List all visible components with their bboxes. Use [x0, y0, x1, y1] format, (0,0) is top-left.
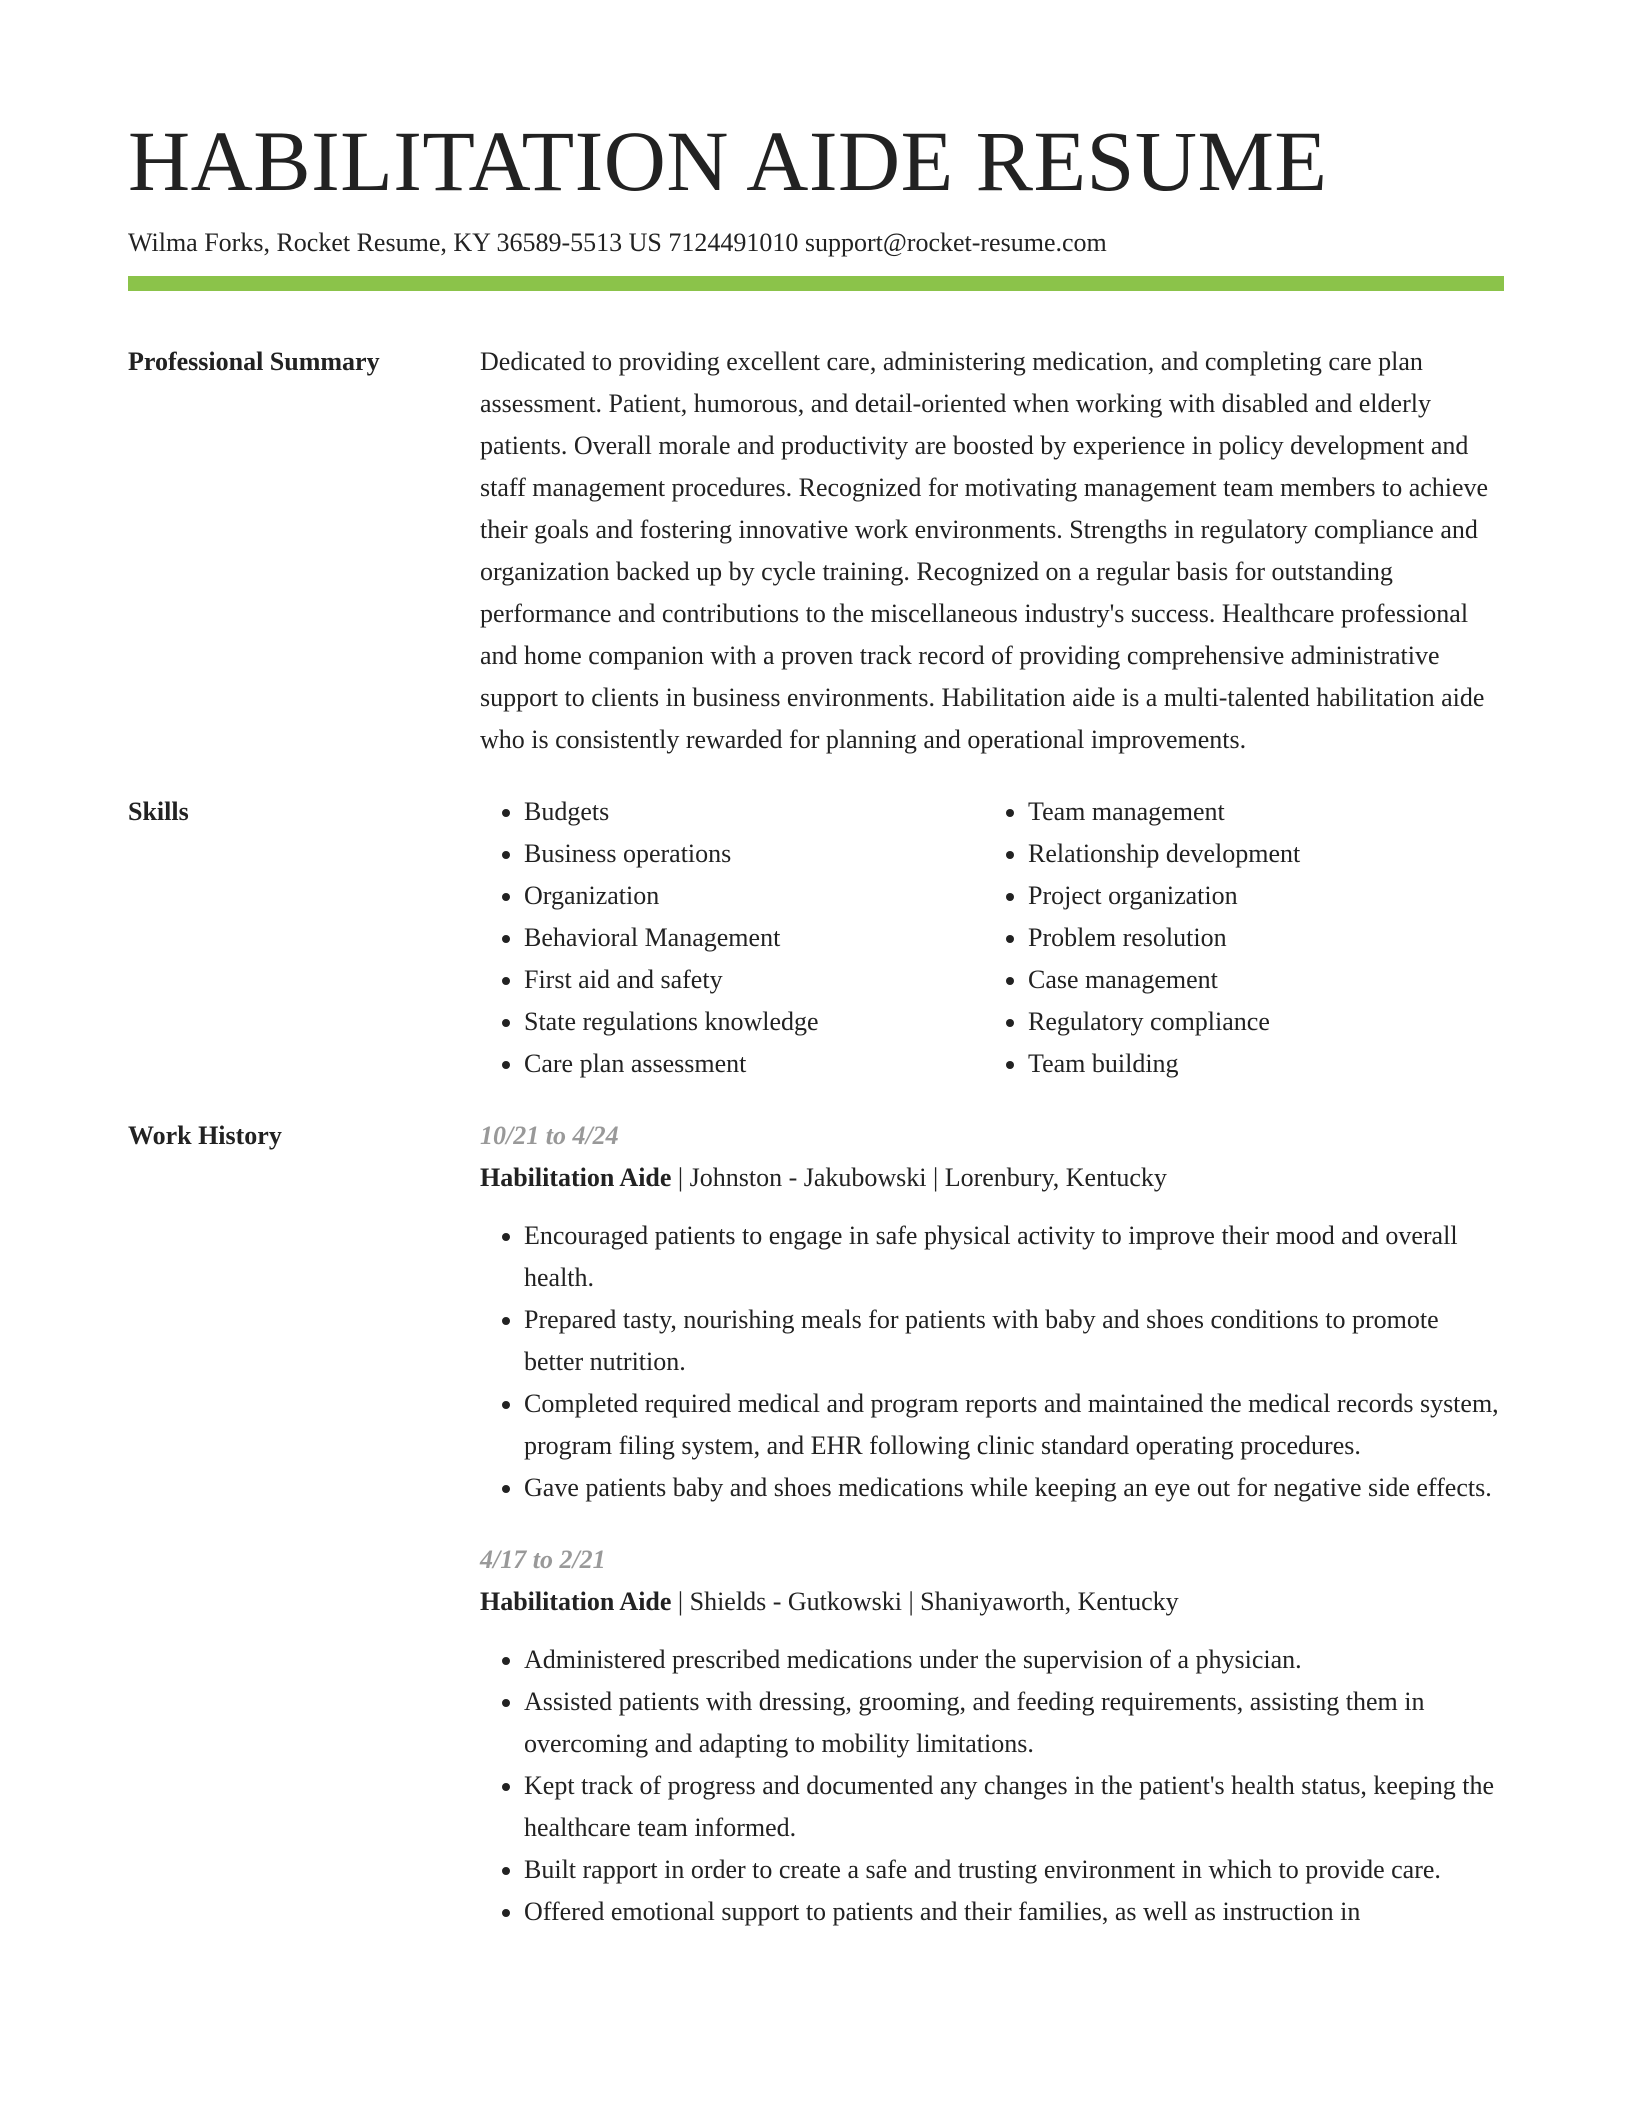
skill-item: • Team building [1028, 1043, 1488, 1085]
job-bullet: • Administered prescribed medications under the supervision of a physician. [524, 1639, 1504, 1681]
job-heading [480, 1581, 1504, 1623]
job-bullet: • Assisted patients with dressing, grooming, and feeding requirements, assisting them in overcoming and adapting to mobility limitations. [524, 1681, 1504, 1765]
skill-item: • Organization [524, 875, 984, 917]
skill-item: • Project organization [1028, 875, 1488, 917]
skill-item: • State regulations knowledge [524, 1001, 984, 1043]
skills-list-left [480, 791, 984, 1085]
skills-section [128, 791, 1504, 1085]
skills-list-right [984, 791, 1488, 1085]
job-bullet: • Kept track of progress and documented any changes in the patient's health status, keeping the healthcare team informed. [524, 1765, 1504, 1849]
job-bullet: • Built rapport in order to create a safe and trusting environment in which to provide care. [524, 1849, 1504, 1891]
job-bullet: • Completed required medical and program reports and maintained the medical records system, program filing system, and EHR following clinic standard operating procedures. [524, 1383, 1504, 1467]
section-label: Professional Summary [128, 347, 380, 376]
skill-item: • Regulatory compliance [1028, 1001, 1488, 1043]
skill-item: • Case management [1028, 959, 1488, 1001]
job-bullet: • Offered emotional support to patients and their families, as well as instruction in [524, 1891, 1504, 1933]
skill-item: • Business operations [524, 833, 984, 875]
job-bullets [480, 1215, 1504, 1509]
job-bullet: • Encouraged patients to engage in safe physical activity to improve their mood and overall health. [524, 1215, 1504, 1299]
skill-item: • Problem resolution [1028, 917, 1488, 959]
job-title: Habilitation Aide [480, 1587, 672, 1616]
skill-item: • Relationship development [1028, 833, 1488, 875]
contact-info: Wilma Forks, Rocket Resume, KY 36589-5513 US 7124491010 support@rocket-resume.com [128, 228, 1107, 257]
job-employer-location: | Shields - Gutkowski | Shaniyaworth, Kentucky [671, 1587, 1179, 1616]
job-bullets [480, 1639, 1504, 1933]
job-dates: 10/21 to 4/24 [480, 1121, 619, 1150]
job-title: Habilitation Aide [480, 1163, 672, 1192]
job-bullet: • Prepared tasty, nourishing meals for patients with baby and shoes conditions to promote better nutrition. [524, 1299, 1504, 1383]
job-heading [480, 1157, 1504, 1199]
resume-title: HABILITATION AIDE RESUME [128, 113, 1328, 209]
job-entry [480, 1115, 1504, 1509]
skill-item: • First aid and safety [524, 959, 984, 1001]
work-history-section [128, 1115, 1504, 1933]
job-employer-location: | Johnston - Jakubowski | Lorenbury, Kentucky [671, 1163, 1167, 1192]
skill-item: • Team management [1028, 791, 1488, 833]
job-entry [480, 1539, 1504, 1933]
skill-item: • Care plan assessment [524, 1043, 984, 1085]
accent-divider [128, 276, 1504, 291]
section-label: Skills [128, 797, 189, 826]
skill-item: • Behavioral Management [524, 917, 984, 959]
job-dates: 4/17 to 2/21 [480, 1545, 606, 1574]
summary-text: Dedicated to providing excellent care, administering medication, and completing care plan assessment. Patient, humorous, and detail-oriented when working with disabled and elderly patients. Overall morale and productivity are boosted by experience in policy development and staff management procedures. Recognized for motivating management team members to achieve their goals and fostering innovative work environments. Strengths in regulatory compliance and organization backed up by cycle training. Recognized on a regular basis for outstanding performance and contributions to the miscellaneous industry's success. Healthcare professional and home companion with a proven track record of providing comprehensive administrative support to clients in business environments. Habilitation aide is a multi-talented habilitation aide who is consistently rewarded for planning and operational improvements. [480, 347, 1489, 754]
professional-summary-section [128, 341, 1504, 761]
section-label: Work History [128, 1121, 282, 1150]
job-bullet: • Gave patients baby and shoes medications while keeping an eye out for negative side effects. [524, 1467, 1504, 1509]
skill-item: • Budgets [524, 791, 984, 833]
